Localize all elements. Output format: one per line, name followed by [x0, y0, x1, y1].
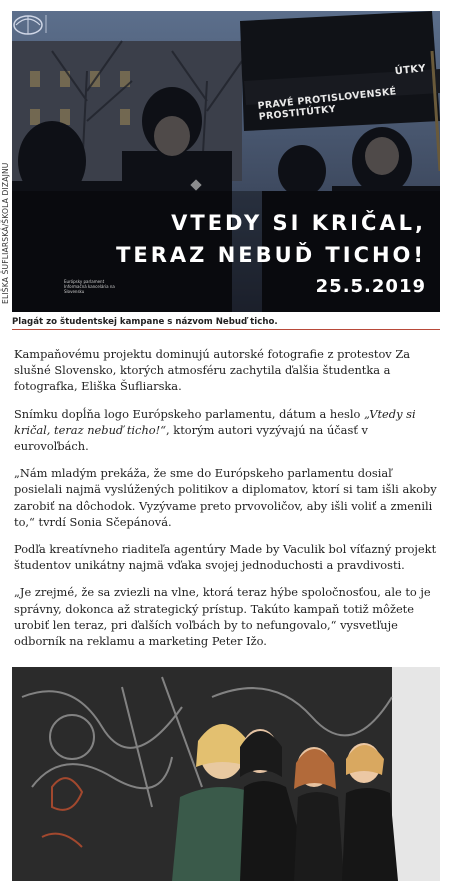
european-parliament-logo-icon — [12, 11, 132, 35]
paragraph-2: Snímku dopĺňa logo Európskeho parlamentu, dátum a heslo „Vtedy si kričal, teraz nebuď ticho!“, ktorým autori vyzývajú na účasť v eurovoľbách. — [14, 406, 416, 454]
protest-sign-text: ÚTKY PRAVÉ PROTISLOVENSKÉ PROSTITÚTKY — [257, 63, 427, 123]
campaign-poster-image — [12, 11, 440, 312]
paragraph-3: „Nám mladým prekáža, že sme do Európskeho parlamentu dosiaľ posielali najmä vyslúžených politikov a diplomatov, ktorí si tam išli akoby zarobiť na dôchodok. Vyzývame preto prvovoličov, aby išli voliť a zmenili to,“ tvrdí Sonia Sčepánová. — [14, 466, 437, 529]
election-date: 25.5.2019 — [315, 276, 426, 297]
caption-divider — [12, 329, 440, 330]
slogan-line-1: VTEDY SI KRIČAL, — [171, 211, 426, 235]
students-photo-scene — [12, 667, 440, 881]
paragraph-1: Kampaňovému projektu dominujú autorské fotografie z protestov Za slušné Slovensko, ktorých atmosféru zachytila ďalšia študentka a fotografka, Eliška Šufliarska. — [14, 347, 411, 394]
students-photo — [12, 667, 440, 881]
article-body — [14, 346, 440, 660]
slogan-line-2: TERAZ NEBUĎ TICHO! — [116, 243, 426, 267]
slogan-quote: „Vtedy si kričal, teraz nebuď ticho!“ — [14, 406, 416, 437]
image-caption: Plagát zo študentskej kampane s názvom Nebuď ticho. — [12, 317, 278, 327]
paragraph-5: „Je zrejmé, že sa zviezli na vlne, ktorá teraz hýbe spoločnosťou, ale to je správny, dokonca až strategický prístup. Takúto kampaň totiž môžete urobiť len teraz, pri ďalších voľbách by to nefungovalo,“ vysvetľuje odborník na reklamu a marketing Peter Ižo. — [14, 585, 431, 649]
ep-logo-text: Európsky parlament Informačná kancelária na Slovensku — [64, 279, 115, 294]
photo-credit: ELIŠKA ŠUFLIARSKÁ/ŠKOLA DIZAJNU — [1, 162, 10, 304]
campaign-slogan — [116, 207, 426, 303]
paragraph-4: Podľa kreatívneho riaditeľa agentúry Made by Vaculik bol víťazný projekt študentov unikátny najmä vďaka svojej jednoduchosti a pravdivosti. — [14, 542, 437, 573]
